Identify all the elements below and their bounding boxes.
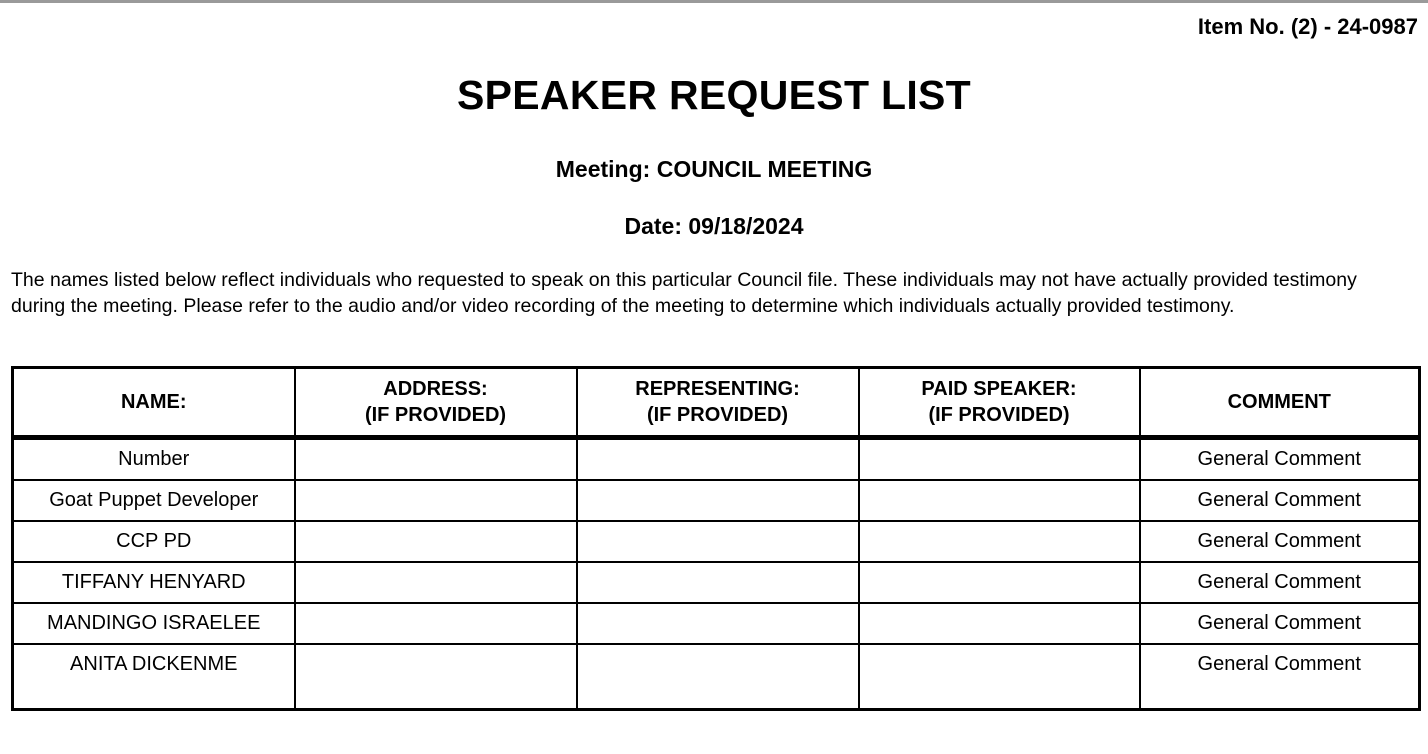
table-row — [13, 521, 1420, 562]
cell-name: Goat Puppet Developer — [13, 480, 295, 521]
column-header-name — [13, 368, 295, 438]
column-header-line1: NAME: — [120, 391, 187, 413]
cell-address — [295, 521, 577, 562]
table-row — [13, 438, 1420, 481]
column-header-line1: REPRESENTING: — [635, 378, 800, 400]
cell-name: TIFFANY HENYARD — [13, 562, 295, 603]
column-header-comment — [1140, 368, 1420, 438]
cell-name: ANITA DICKENME — [13, 644, 295, 710]
date-label: Date: 09/18/2024 — [624, 213, 804, 239]
table-row — [13, 644, 1420, 710]
cell-comment: General Comment — [1140, 562, 1420, 603]
cell-address — [295, 480, 577, 521]
table-header-row — [13, 368, 1420, 438]
cell-representing — [577, 603, 859, 644]
top-rule — [0, 0, 1428, 3]
cell-address — [295, 562, 577, 603]
speaker-table — [11, 366, 1421, 711]
column-header-line1: COMMENT — [1227, 391, 1331, 413]
cell-name: Number — [13, 438, 295, 481]
meeting-label: Meeting: COUNCIL MEETING — [555, 156, 873, 182]
table-row — [13, 562, 1420, 603]
table-row — [13, 480, 1420, 521]
cell-name: CCP PD — [13, 521, 295, 562]
column-header-line2: (IF PROVIDED) — [646, 404, 789, 426]
cell-comment: General Comment — [1140, 438, 1420, 481]
cell-representing — [577, 562, 859, 603]
column-header-line2: (IF PROVIDED) — [928, 404, 1070, 426]
cell-paid-speaker — [859, 438, 1140, 481]
item-number: Item No. (2) - 24-0987 — [1197, 14, 1418, 39]
cell-comment: General Comment — [1140, 480, 1420, 521]
cell-name: MANDINGO ISRAELEE — [13, 603, 295, 644]
cell-paid-speaker — [859, 480, 1140, 521]
table-row — [13, 603, 1420, 644]
cell-representing — [577, 521, 859, 562]
cell-paid-speaker — [859, 562, 1140, 603]
cell-comment: General Comment — [1140, 603, 1420, 644]
cell-comment: General Comment — [1140, 644, 1420, 710]
cell-paid-speaker — [859, 603, 1140, 644]
cell-comment: General Comment — [1140, 521, 1420, 562]
cell-address — [295, 644, 577, 710]
cell-address — [295, 603, 577, 644]
column-header-line2: (IF PROVIDED) — [364, 404, 507, 426]
cell-address — [295, 438, 577, 481]
column-header-address — [295, 368, 577, 438]
column-header-representing — [577, 368, 859, 438]
column-header-line1: ADDRESS: — [383, 378, 488, 400]
page-title: SPEAKER REQUEST LIST — [456, 72, 971, 118]
disclaimer-text: The names listed below reflect individuals who requested to speak on this particular Council file. These individuals may not have actually provided testimony during the meeting. Please refer to the audio and/or video recording of the meeting to determine which individuals actually provided testimony. — [11, 269, 1357, 317]
column-header-line1: PAID SPEAKER: — [921, 378, 1077, 400]
column-header-paid-speaker — [859, 368, 1140, 438]
cell-representing — [577, 644, 859, 710]
cell-paid-speaker — [859, 521, 1140, 562]
cell-paid-speaker — [859, 644, 1140, 710]
cell-representing — [577, 438, 859, 481]
cell-representing — [577, 480, 859, 521]
